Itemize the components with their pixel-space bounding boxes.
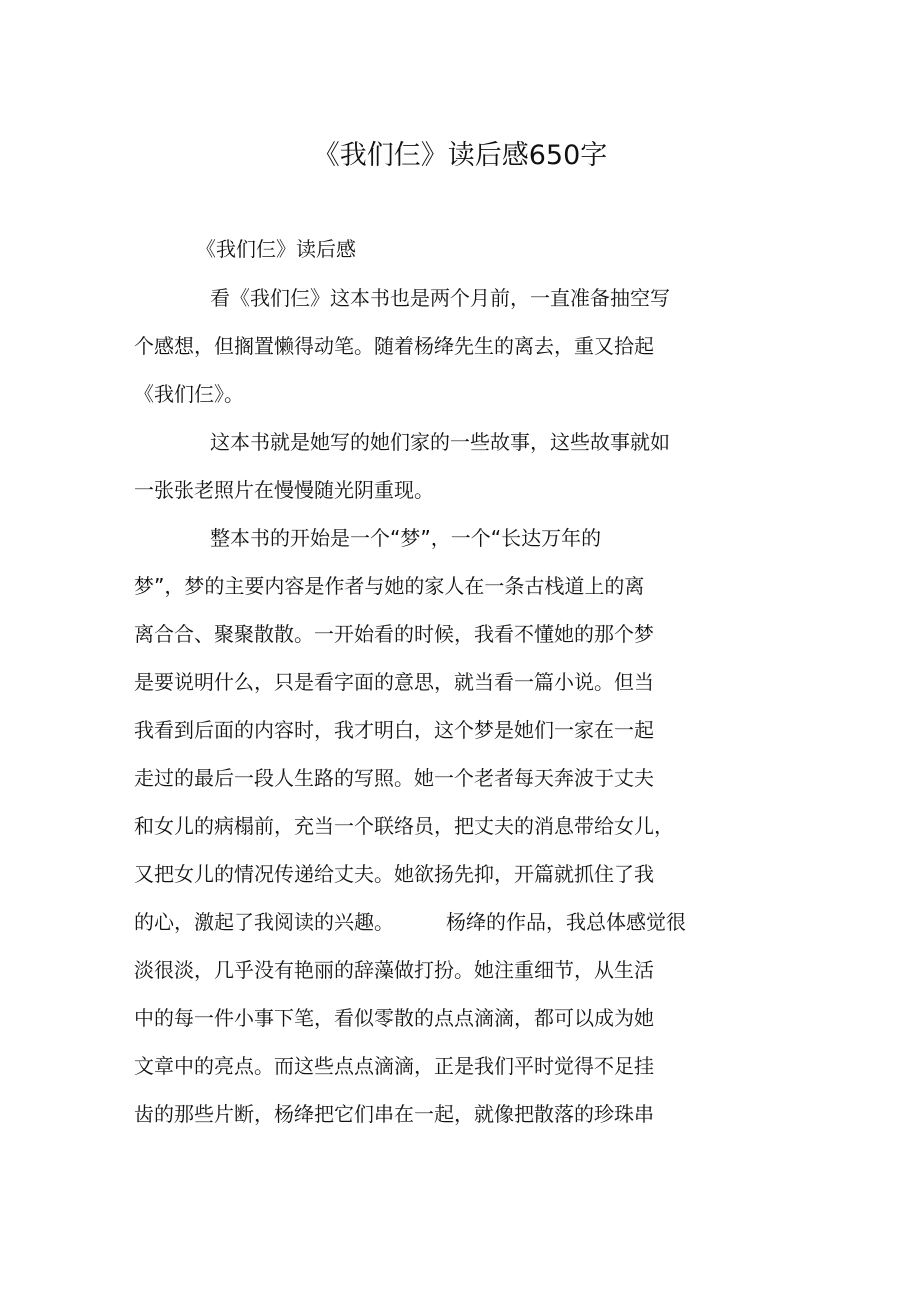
text-line: 淡很淡，几乎没有艳丽的辞藻做打扮。她注重细节，从生活	[134, 958, 654, 982]
text-line: 整本书的开始是一个“梦”，一个“长达万年的	[210, 526, 602, 550]
text-line: 又把女儿的情况传递给丈夫。她欲扬先抑，开篇就抓住了我	[134, 862, 654, 886]
text-line: 这本书就是她写的她们家的一些故事，这些故事就如	[210, 430, 670, 454]
text-line: 离合合、聚聚散散。一开始看的时候，我看不懂她的那个梦	[134, 622, 654, 646]
document-title: 《我们仨》读后感650字	[312, 140, 608, 171]
text-line: 中的每一件小事下笔，看似零散的点点滴滴，都可以成为她	[134, 1006, 654, 1030]
text-line: 和女儿的病榻前，充当一个联络员，把丈夫的消息带给女儿，	[134, 814, 674, 838]
section-subtitle: 《我们仨》读后感	[196, 237, 356, 261]
text-line: 齿的那些片断，杨绛把它们串在一起，就像把散落的珍珠串	[134, 1102, 654, 1126]
text-line: 梦”，梦的主要内容是作者与她的家人在一条古栈道上的离	[134, 574, 645, 598]
text-line-mixed	[134, 907, 686, 937]
text-line: 是要说明什么，只是看字面的意思，就当看一篇小说。但当	[134, 670, 654, 694]
text-line: 《我们仨》。	[134, 382, 244, 406]
text-line: 个感想，但搁置懒得动笔。随着杨绛先生的离去，重又拾起	[134, 334, 654, 358]
text-line: 看《我们仨》这本书也是两个月前，一直准备抽空写	[210, 286, 670, 310]
text-segment: 的心，激起了我阅读的兴趣。	[134, 910, 394, 934]
text-line: 文章中的亮点。而这些点点滴滴，正是我们平时觉得不足挂	[134, 1054, 654, 1078]
text-segment: 杨绛的作品，我总体感觉很	[446, 910, 686, 934]
text-line: 走过的最后一段人生路的写照。她一个老者每天奔波于丈夫	[134, 766, 654, 790]
text-line: 一张张老照片在慢慢随光阴重现。	[134, 478, 434, 502]
text-line: 我看到后面的内容时，我才明白，这个梦是她们一家在一起	[134, 718, 654, 742]
